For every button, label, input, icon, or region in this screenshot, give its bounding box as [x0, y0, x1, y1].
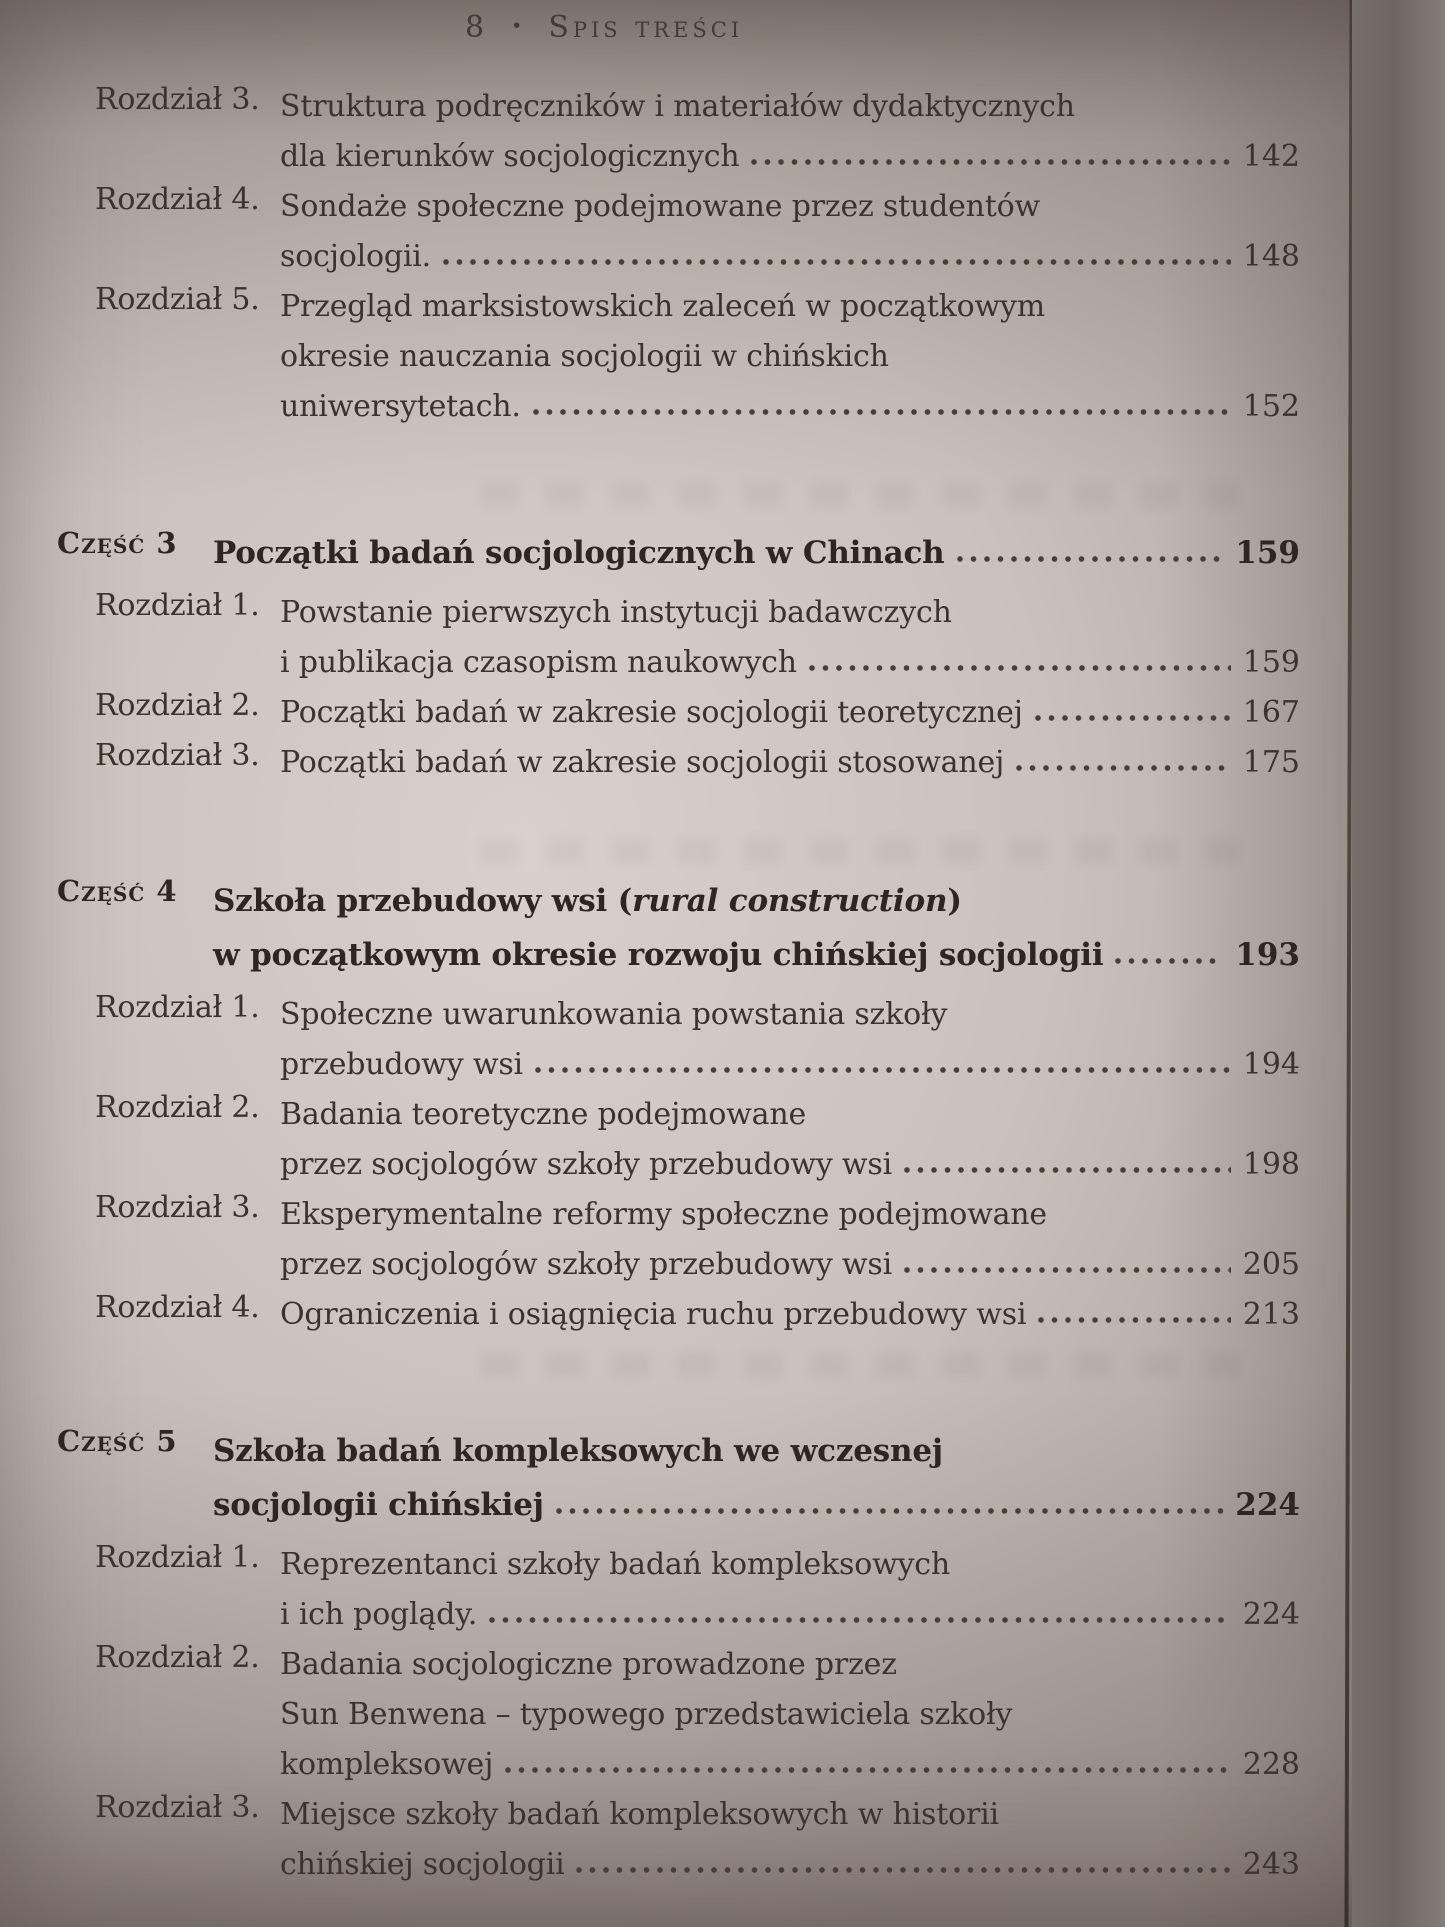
table-of-contents — [57, 82, 1300, 1890]
toc-entry — [57, 182, 1300, 282]
dot-leader — [751, 158, 1230, 166]
page-number: 228 — [1242, 1747, 1300, 1782]
dot-leader — [505, 1766, 1231, 1774]
entry-text: i publikacja czasopism naukowych — [280, 645, 797, 680]
toc-entry — [57, 1790, 1300, 1890]
entry-text: przez socjologów szkoły przebudowy wsi — [280, 1147, 892, 1182]
page-number: 148 — [1242, 239, 1300, 274]
chapter-label: Rozdział 3. — [95, 738, 260, 773]
page-number: 205 — [1242, 1247, 1300, 1282]
toc-entry — [57, 1190, 1300, 1290]
toc-part-entry — [57, 1424, 1300, 1532]
entry-text: Struktura podręczników i materiałów dydaktycznych — [280, 89, 1075, 124]
toc-entry — [57, 688, 1300, 738]
page-number: 152 — [1242, 389, 1300, 424]
entry-text: socjologii. — [280, 239, 432, 274]
part-title: w początkowym okresie rozwoju chińskiej socjologii — [213, 937, 1104, 973]
toc-entry — [57, 82, 1300, 182]
chapter-label: Rozdział 2. — [95, 688, 260, 723]
dot-leader — [904, 1166, 1231, 1174]
part-label: Część 4 — [57, 874, 178, 908]
page-number: 224 — [1242, 1597, 1300, 1632]
entry-text: Reprezentanci szkoły badań kompleksowych — [280, 1547, 951, 1582]
dot-leader — [443, 258, 1231, 266]
page-number: 175 — [1242, 745, 1300, 780]
dot-leader — [809, 664, 1231, 672]
entry-text: Sun Benwena – typowego przedstawiciela szkoły — [280, 1697, 1013, 1732]
chapter-label: Rozdział 2. — [95, 1090, 260, 1125]
toc-entry — [57, 282, 1300, 432]
toc-entry — [57, 738, 1300, 788]
page-number: 159 — [1242, 645, 1300, 680]
part-label: Część 3 — [57, 526, 178, 560]
entry-text: Sondaże społeczne podejmowane przez studentów — [280, 189, 1040, 224]
chapter-label: Rozdział 4. — [95, 1290, 260, 1325]
entry-text: Społeczne uwarunkowania powstania szkoły — [280, 997, 948, 1032]
dot-leader — [535, 1066, 1231, 1074]
page-number: 224 — [1235, 1487, 1300, 1523]
entry-text: i ich poglądy. — [280, 1597, 478, 1632]
entry-text: chińskiej socjologii — [280, 1847, 565, 1882]
toc-page — [57, 0, 1300, 1890]
entry-text: Eksperymentalne reformy społeczne podejmowane — [280, 1197, 1047, 1232]
dot-leader — [1035, 714, 1231, 722]
chapter-label: Rozdział 5. — [95, 282, 260, 317]
dot-leader — [1038, 1316, 1230, 1324]
toc-entry — [57, 1090, 1300, 1190]
entry-text: kompleksowej — [280, 1747, 494, 1782]
entry-text: przez socjologów szkoły przebudowy wsi — [280, 1247, 892, 1282]
entry-text: Badania socjologiczne prowadzone przez — [280, 1647, 897, 1682]
italic-subtitle: rural construction — [632, 883, 948, 919]
part-label: Część 5 — [57, 1424, 178, 1458]
running-title: Spis treści — [548, 10, 744, 45]
toc-entry — [57, 1290, 1300, 1340]
entry-text: Badania teoretyczne podejmowane — [280, 1097, 807, 1132]
dot-leader — [1115, 957, 1223, 965]
toc-entry — [57, 990, 1300, 1090]
bullet-separator-icon: • — [511, 15, 523, 37]
page-number: 193 — [1235, 937, 1300, 973]
entry-text: uniwersytetach. — [280, 389, 521, 424]
entry-text: Początki badań w zakresie socjologii stosowanej — [280, 745, 1005, 780]
page-number: 159 — [1235, 535, 1300, 571]
chapter-label: Rozdział 3. — [95, 82, 260, 117]
toc-part-entry — [57, 874, 1300, 982]
running-page-number: 8 — [465, 10, 486, 45]
toc-entry — [57, 1540, 1300, 1640]
part-title: Początki badań socjologicznych w Chinach — [213, 535, 945, 571]
chapter-label: Rozdział 3. — [95, 1790, 260, 1825]
toc-part-entry — [57, 526, 1300, 580]
book-gutter — [1352, 0, 1445, 1927]
chapter-label: Rozdział 1. — [95, 1540, 260, 1575]
chapter-label: Rozdział 3. — [95, 1190, 260, 1225]
page-number: 243 — [1242, 1847, 1300, 1882]
entry-text: Powstanie pierwszych instytucji badawczych — [280, 595, 952, 630]
part-title: Szkoła przebudowy wsi (rural construction) — [213, 883, 962, 919]
part-title: socjologii chińskiej — [213, 1487, 544, 1523]
page-number: 142 — [1242, 139, 1300, 174]
dot-leader — [957, 555, 1224, 563]
toc-entry — [57, 588, 1300, 688]
toc-entry — [57, 1640, 1300, 1790]
page-number: 213 — [1242, 1297, 1300, 1332]
dot-leader — [904, 1266, 1231, 1274]
running-header — [465, 10, 1300, 48]
entry-text: Miejsce szkoły badań kompleksowych w historii — [280, 1797, 999, 1832]
dot-leader — [1016, 764, 1231, 772]
dot-leader — [576, 1866, 1230, 1874]
dot-leader — [533, 408, 1231, 416]
entry-text: Ograniczenia i osiągnięcia ruchu przebudowy wsi — [280, 1297, 1027, 1332]
page-number: 194 — [1242, 1047, 1300, 1082]
entry-text: okresie nauczania socjologii w chińskich — [280, 339, 889, 374]
entry-text: Przegląd marksistowskich zaleceń w początkowym — [280, 289, 1045, 324]
page-number: 167 — [1242, 695, 1300, 730]
chapter-label: Rozdział 2. — [95, 1640, 260, 1675]
dot-leader — [489, 1616, 1230, 1624]
part-title: Szkoła badań kompleksowych we wczesnej — [213, 1433, 943, 1469]
entry-text: Początki badań w zakresie socjologii teoretycznej — [280, 695, 1023, 730]
chapter-label: Rozdział 4. — [95, 182, 260, 217]
chapter-label: Rozdział 1. — [95, 990, 260, 1025]
page-number: 198 — [1242, 1147, 1300, 1182]
entry-text: przebudowy wsi — [280, 1047, 523, 1082]
entry-text: dla kierunków socjologicznych — [280, 139, 740, 174]
chapter-label: Rozdział 1. — [95, 588, 260, 623]
dot-leader — [556, 1507, 1224, 1515]
